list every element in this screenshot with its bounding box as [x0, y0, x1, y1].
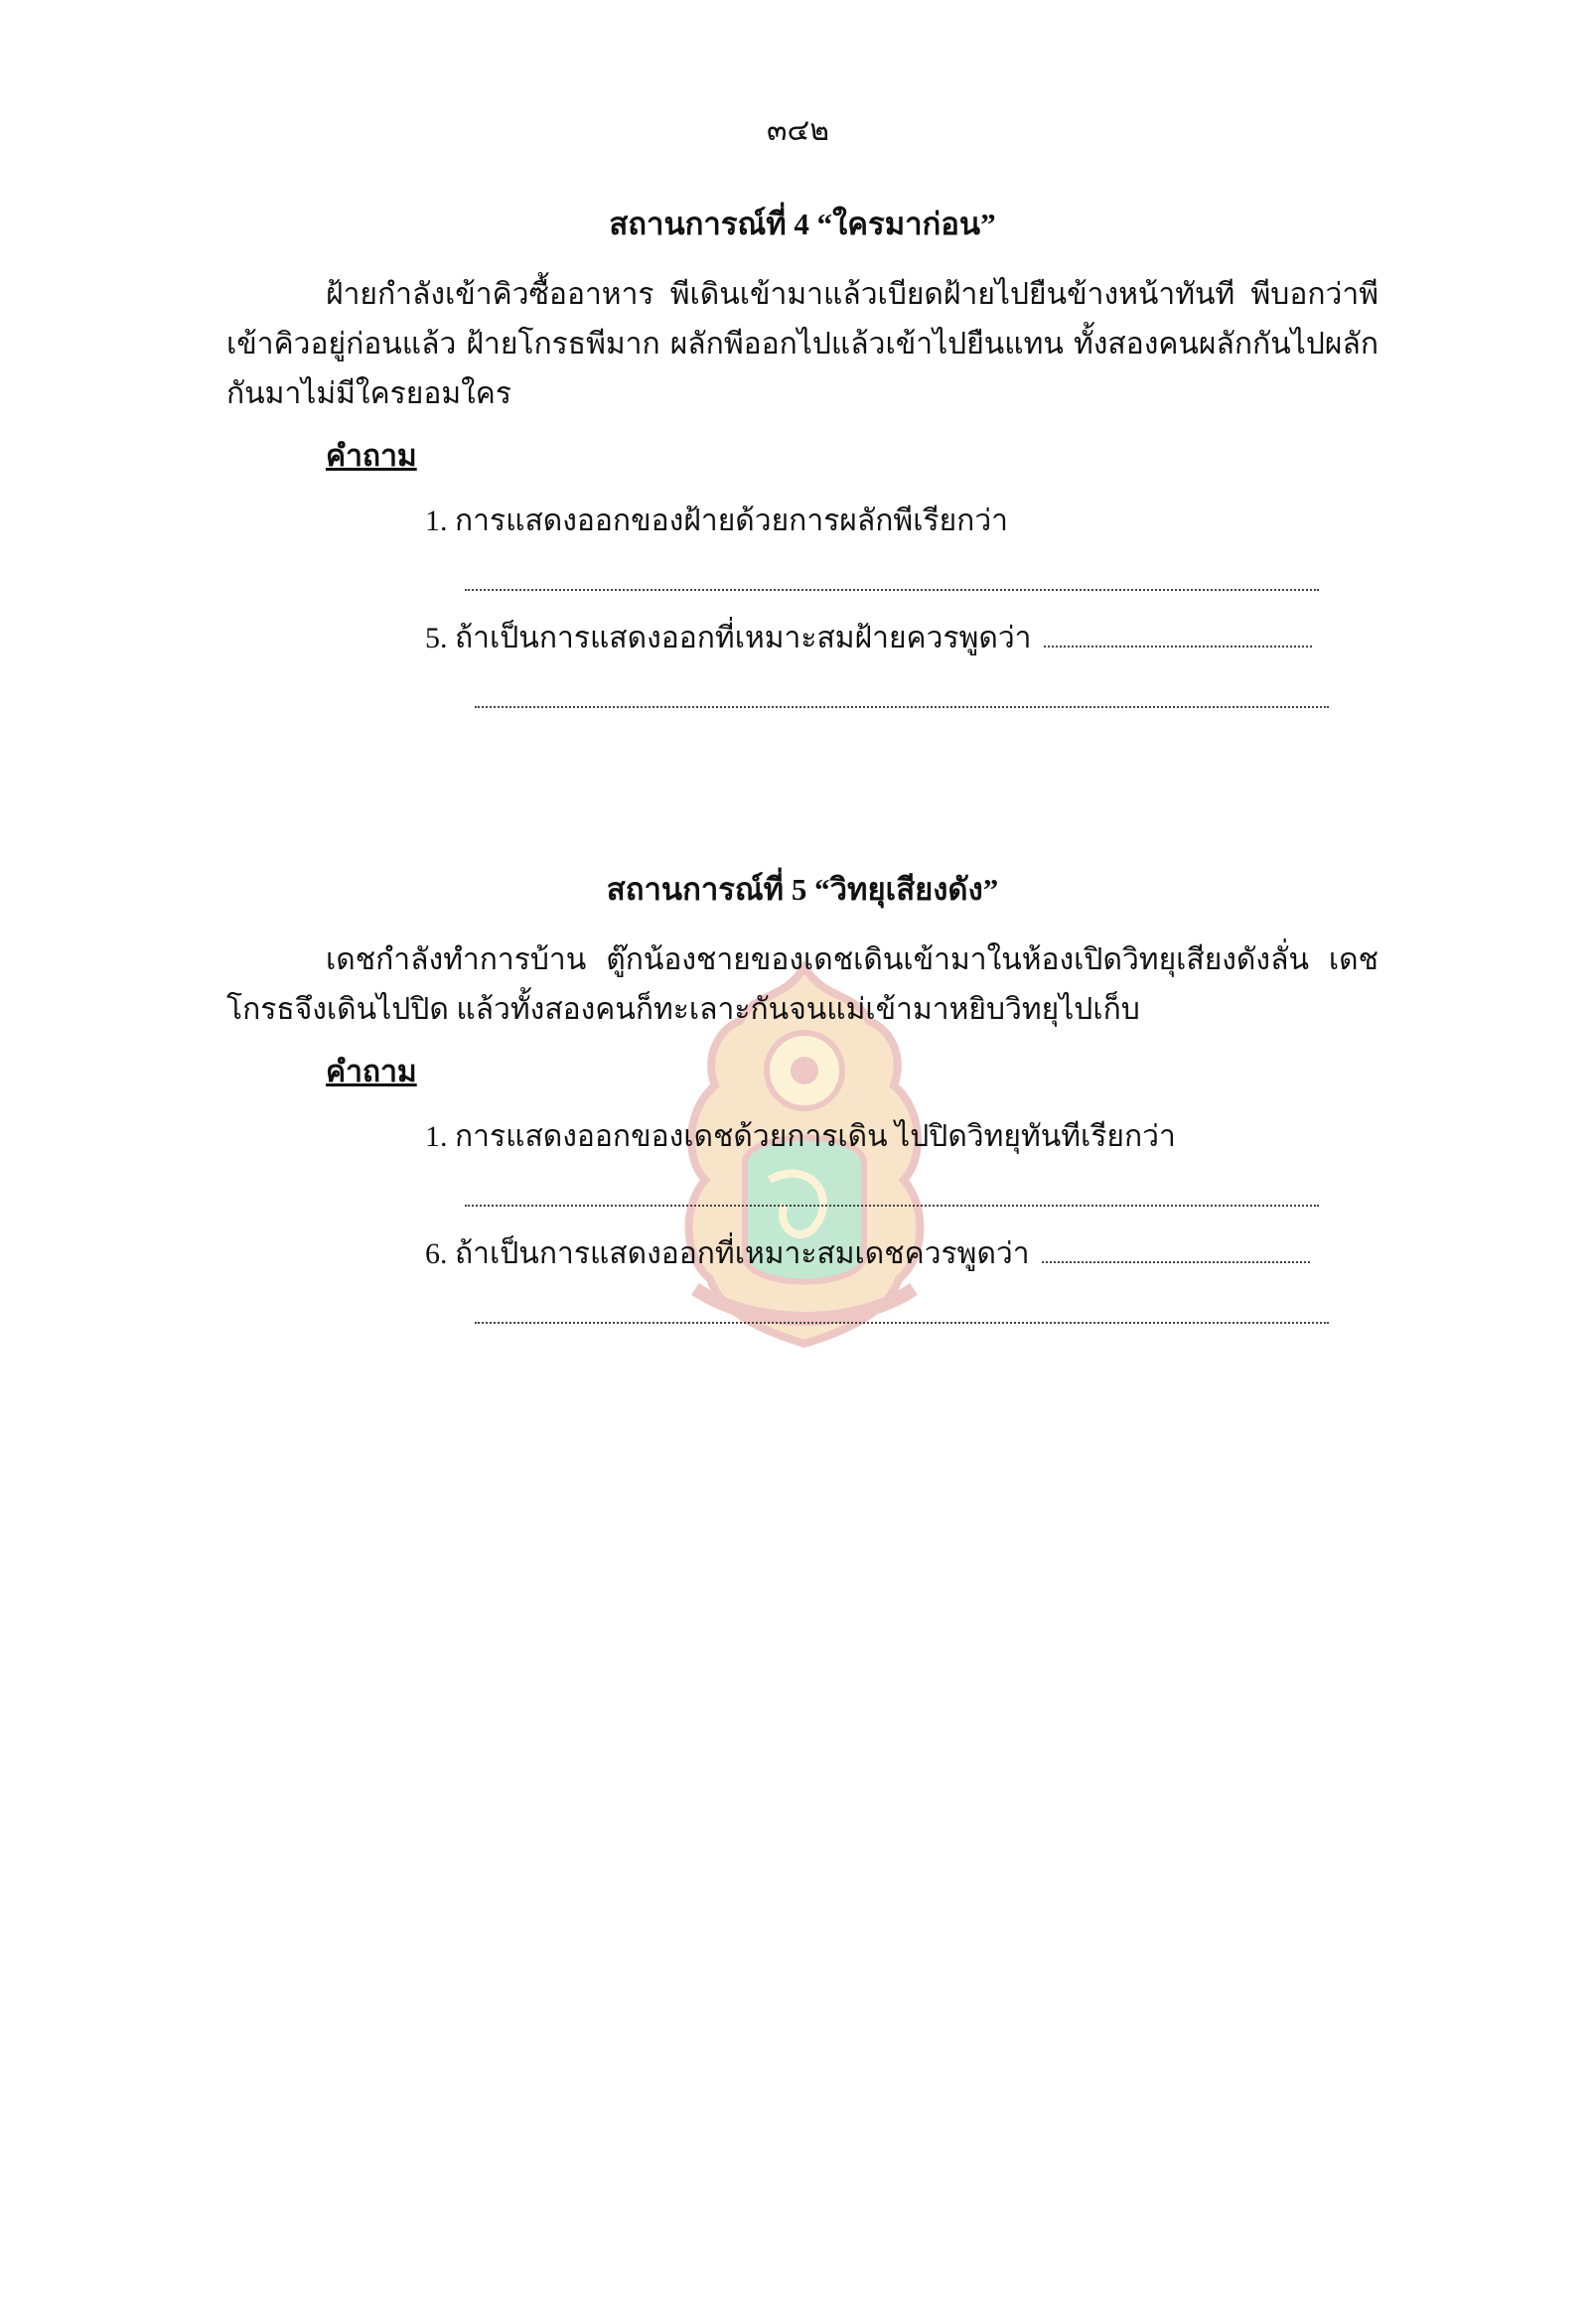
scenario-5-answer-2-line[interactable] — [475, 1298, 1329, 1324]
scenario-5-questions-label: คำถาม — [326, 1056, 417, 1088]
page-number: ๓๔๒ — [767, 114, 829, 147]
scenario-4-body: ฝ้ายกำลังเข้าคิวซื้ออาหาร พีเดินเข้ามาแล้วเบียดฝ้ายไปยืนข้างหน้าทันที พีบอกว่าพีเข้าคิวอยู่ก่อนแล้ว ฝ้ายโกรธพีมาก ผลักพีออกไปแล้วเข้าไปยืนแทน ทั้งสองคนผลักกันไปผลักกันมาไม่มีใครยอมใคร — [226, 278, 1378, 410]
scenario-5-answer-1-line[interactable] — [465, 1181, 1319, 1207]
scenario-4-questions-label: คำถาม — [326, 440, 417, 473]
scenario-5-answer-2-inline-line[interactable] — [1042, 1241, 1310, 1263]
scenario-4-answer-2-inline-line[interactable] — [1044, 626, 1312, 648]
scenario-5-question-2-text: 6. ถ้าเป็นการแสดงออกที่เหมาะสมเดชควรพูดว่า — [425, 1237, 1030, 1270]
scenario-5-question-1 — [425, 1117, 1378, 1157]
scenario-4-answer-2-line[interactable] — [475, 682, 1329, 708]
scenario-4-section — [226, 199, 1378, 736]
scenario-4-question-2 — [425, 619, 1378, 658]
scenario-5-title: สถานการณ์ที่ 5 “วิทยุเสียงดัง” — [606, 872, 999, 907]
scenario-5-question-1-text: 1. การแสดงออกของเดชด้วยการเดิน ไปปิดวิทยุทันทีเรียกว่า — [425, 1120, 1176, 1153]
scenario-4-answer-1-line[interactable] — [465, 565, 1319, 591]
scenario-4-question-2-text: 5. ถ้าเป็นการแสดงออกที่เหมาะสมฝ้ายควรพูดว่า — [425, 622, 1032, 654]
scenario-5-body: เดชกำลังทำการบ้าน ตู๊กน้องชายของเดชเดินเข้ามาในห้องเปิดวิทยุเสียงดังลั่น เดชโกรธจึงเดินไปปิด แล้วทั้งสองคนก็ทะเลาะกันจนแม่เข้ามาหยิบวิทยุไปเก็บ — [226, 943, 1378, 1026]
scenario-4-question-1-text: 1. การแสดงออกของฝ้ายด้วยการผลักพีเรียกว่า — [425, 504, 1009, 537]
scenario-5-section — [226, 864, 1378, 1352]
scenario-4-title: สถานการณ์ที่ 4 “ใครมาก่อน” — [609, 207, 996, 241]
scenario-5-question-2 — [425, 1234, 1378, 1274]
scenario-4-question-1 — [425, 502, 1378, 541]
